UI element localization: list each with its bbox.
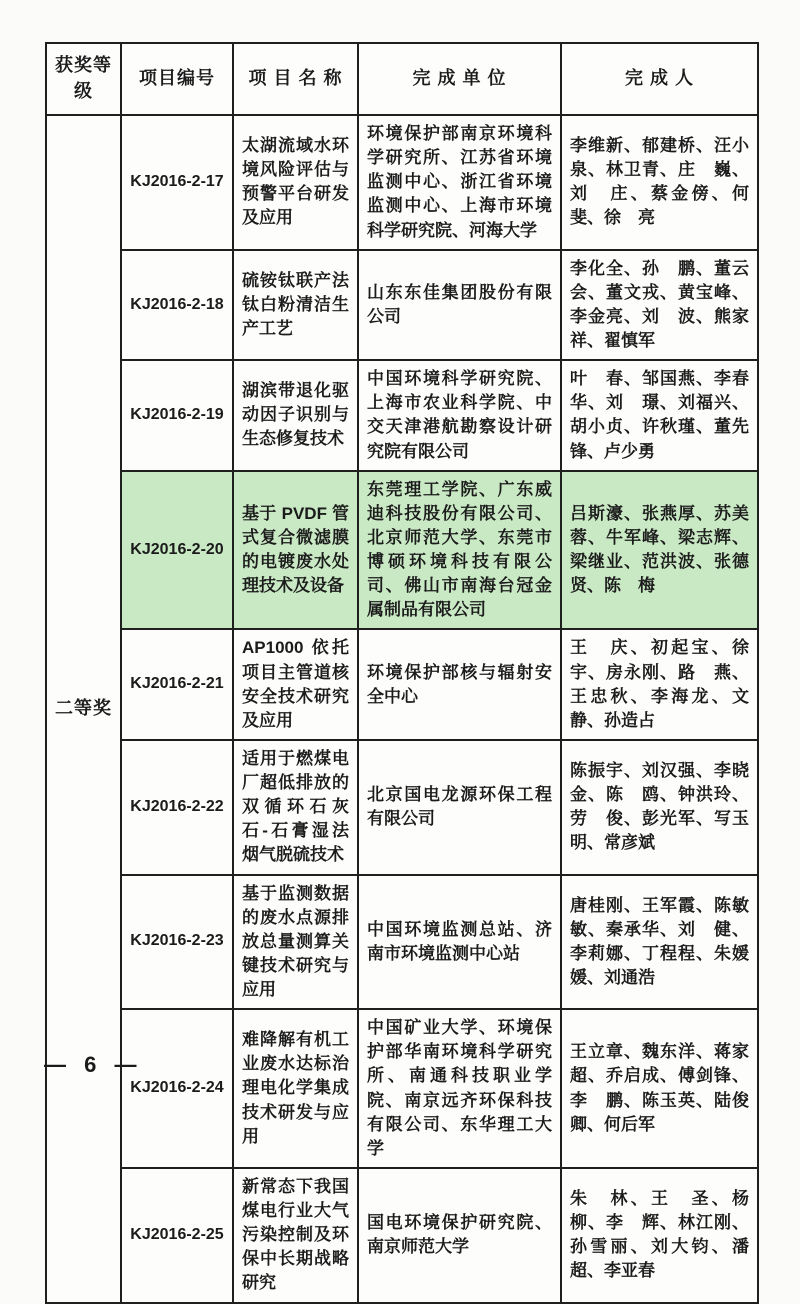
cell-project-name: 新常态下我国煤电行业大气污染控制及环保中长期战略研究: [233, 1168, 358, 1303]
cell-unit: 环境保护部南京环境科学研究所、江苏省环境监测中心、浙江省环境监测中心、上海市环境科学研究院、河海大学: [358, 115, 561, 250]
cell-project-id: KJ2016-2-21: [121, 629, 233, 740]
table-row: [46, 115, 758, 250]
cell-project-name: 基于监测数据的废水点源排放总量测算关键技术研究与应用: [233, 875, 358, 1010]
cell-people: 叶 春、邹国燕、李春华、刘 璟、刘福兴、胡小贞、许秋瑾、董先锋、卢少勇: [561, 360, 758, 471]
cell-unit: 北京国电龙源环保工程有限公司: [358, 740, 561, 875]
cell-unit: 环境保护部核与辐射安全中心: [358, 629, 561, 740]
cell-project-name: 基于 PVDF 管式复合微滤膜的电镀废水处理技术及设备: [233, 471, 358, 630]
table-row: [46, 629, 758, 740]
table-row: [46, 250, 758, 361]
table-row: [46, 360, 758, 471]
cell-project-name: AP1000 依托项目主管道核安全技术研究及应用: [233, 629, 358, 740]
cell-unit: 中国环境监测总站、济南市环境监测中心站: [358, 875, 561, 1010]
header-project-id: 项目编号: [121, 43, 233, 115]
cell-unit: 中国环境科学研究院、上海市农业科学院、中交天津港航勘察设计研究院有限公司: [358, 360, 561, 471]
cell-project-name: 太湖流域水环境风险评估与预警平台研发及应用: [233, 115, 358, 250]
cell-project-name: 难降解有机工业废水达标治理电化学集成技术研发与应用: [233, 1009, 358, 1168]
cell-people: 李维新、郁建桥、汪小泉、林卫青、庄 巍、刘 庄、蔡金傍、何 斐、徐 亮: [561, 115, 758, 250]
cell-people: 王立章、魏东洋、蒋家超、乔启成、傅剑锋、李 鹏、陈玉英、陆俊卿、何后军: [561, 1009, 758, 1168]
header-unit: 完 成 单 位: [358, 43, 561, 115]
award-level-cell: 二等奖: [46, 115, 121, 1303]
cell-people: 王 庆、初起宝、徐 宇、房永刚、路 燕、王忠秋、李海龙、文 静、孙造占: [561, 629, 758, 740]
table-row: [46, 1009, 758, 1168]
cell-unit: 东莞理工学院、广东威迪科技股份有限公司、北京师范大学、东莞市博硕环境科技有限公司、佛山市南海台冠金属制品有限公司: [358, 471, 561, 630]
cell-people: 吕斯濠、张燕厚、苏美蓉、牛军峰、梁志辉、梁继业、范洪波、张德贤、陈 梅: [561, 471, 758, 630]
cell-project-id: KJ2016-2-24: [121, 1009, 233, 1168]
cell-project-name: 湖滨带退化驱动因子识别与生态修复技术: [233, 360, 358, 471]
cell-unit: 山东东佳集团股份有限公司: [358, 250, 561, 361]
cell-project-id: KJ2016-2-25: [121, 1168, 233, 1303]
cell-project-name: 硫铵钛联产法钛白粉清洁生产工艺: [233, 250, 358, 361]
table-row: [46, 875, 758, 1010]
table-row: [46, 740, 758, 875]
table-header-row: [46, 43, 758, 115]
cell-project-id: KJ2016-2-17: [121, 115, 233, 250]
table-row: [46, 1168, 758, 1303]
header-project-name: 项 目 名 称: [233, 43, 358, 115]
cell-project-id: KJ2016-2-19: [121, 360, 233, 471]
cell-people: 唐桂刚、王军霞、陈敏敏、秦承华、刘 健、李莉娜、丁程程、朱媛媛、刘通浩: [561, 875, 758, 1010]
cell-project-id: KJ2016-2-23: [121, 875, 233, 1010]
cell-unit: 中国矿业大学、环境保护部华南环境科学研究所、南通科技职业学院、南京远齐环保科技有限公司、东华理工大学: [358, 1009, 561, 1168]
cell-project-id: KJ2016-2-20: [121, 471, 233, 630]
header-award-level: 获奖等级: [46, 43, 121, 115]
cell-unit: 国电环境保护研究院、南京师范大学: [358, 1168, 561, 1303]
cell-project-id: KJ2016-2-22: [121, 740, 233, 875]
cell-people: 李化全、孙 鹏、董云会、董文戎、黄宝峰、李金亮、刘 波、熊家祥、翟慎军: [561, 250, 758, 361]
header-people: 完 成 人: [561, 43, 758, 115]
table-row-highlighted: [46, 471, 758, 630]
cell-people: 陈振宇、刘汉强、李晓金、陈 鸥、钟洪玲、劳 俊、彭光军、写玉明、常彦斌: [561, 740, 758, 875]
cell-project-id: KJ2016-2-18: [121, 250, 233, 361]
award-table: [45, 42, 766, 1304]
cell-people: 朱 林、王 圣、杨 柳、李 辉、林江刚、孙雪丽、刘大钧、潘 超、李亚春: [561, 1168, 758, 1303]
page-number: — 6 —: [44, 1052, 143, 1077]
cell-project-name: 适用于燃煤电厂超低排放的双循环石灰石-石膏湿法烟气脱硫技术: [233, 740, 358, 875]
